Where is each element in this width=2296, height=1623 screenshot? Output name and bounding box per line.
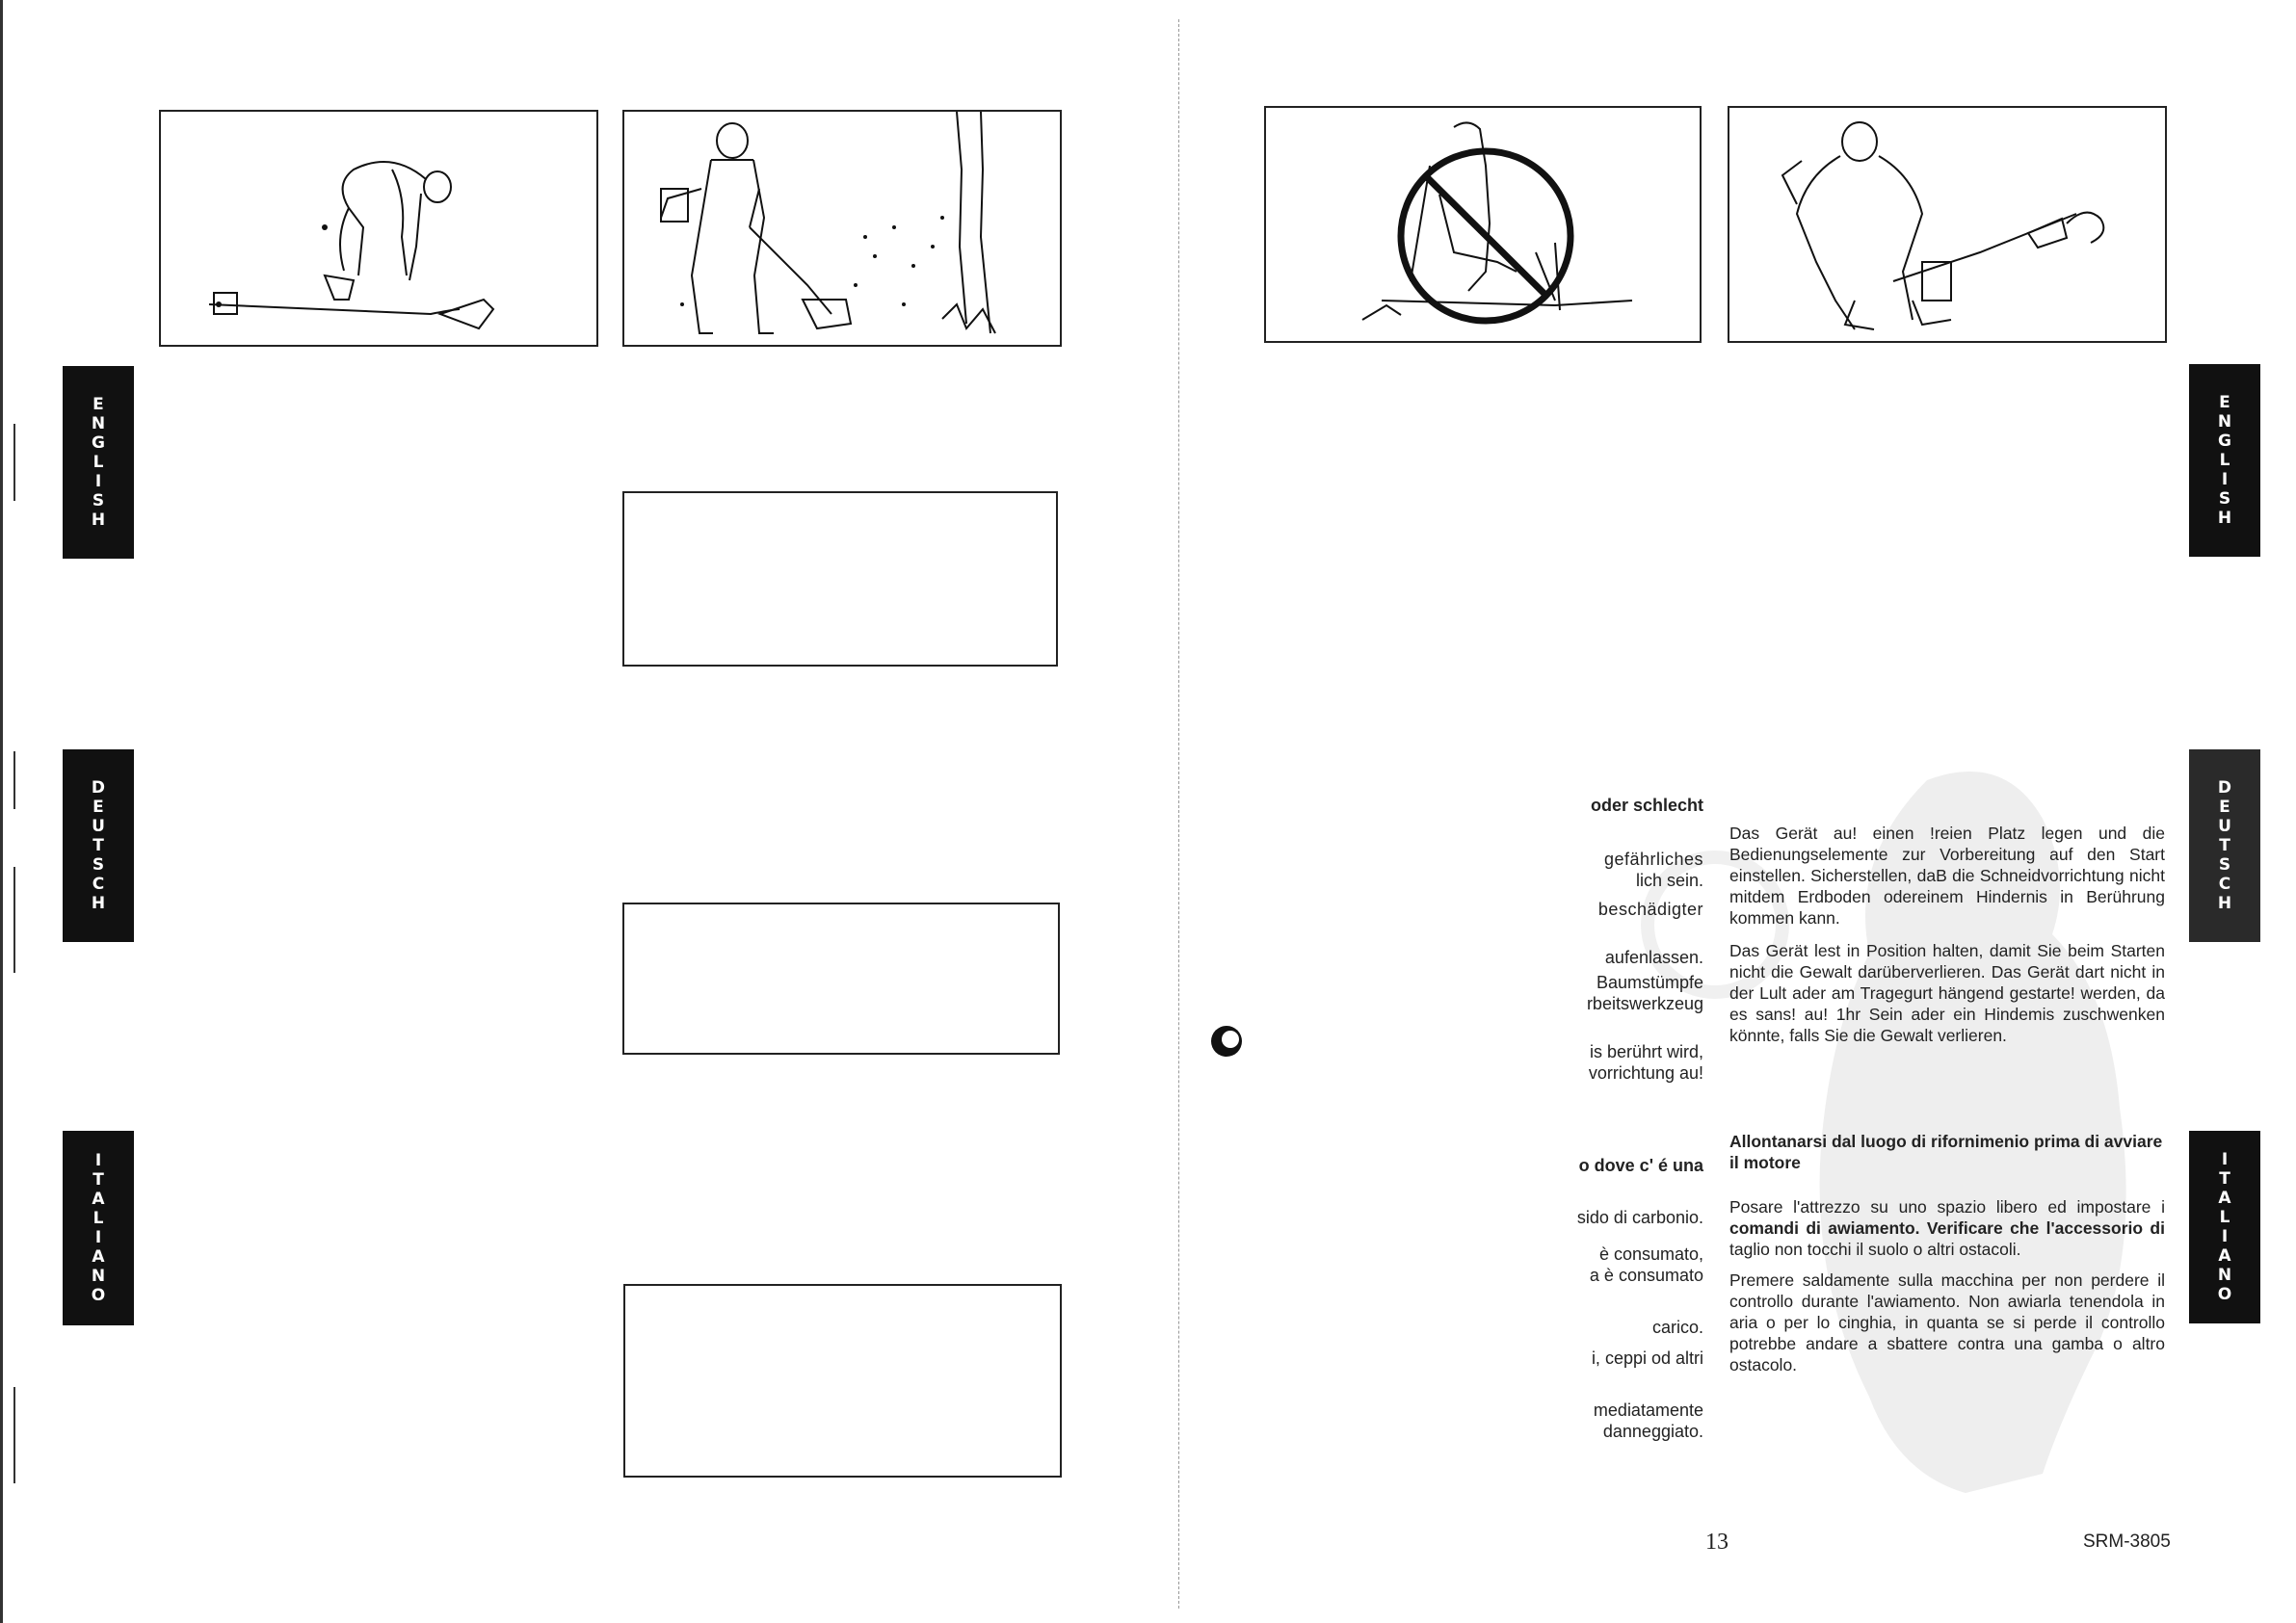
tab-letter: G <box>92 433 105 453</box>
tab-letter: L <box>2219 1208 2230 1227</box>
text-fragment: gefährliches <box>1603 850 1703 869</box>
scan-mark <box>13 867 15 973</box>
text-fragment: carico. <box>1651 1318 1703 1337</box>
tab-letter: D <box>2217 778 2232 798</box>
tab-letter: C <box>92 875 105 894</box>
text-fragment: i, ceppi od altri <box>1591 1348 1703 1368</box>
crescent-mark-icon <box>1210 1025 1243 1058</box>
model-number: SRM-3805 <box>2083 1531 2171 1552</box>
page-number: 13 <box>1705 1530 1729 1555</box>
scan-mark <box>13 1387 15 1483</box>
text-fragment: Baumstümpfe <box>1596 973 1703 992</box>
italiano-p1-end: taglio non tocchi il suolo o altri ostacoli. <box>1729 1240 2021 1259</box>
language-tab-deutsch-right[interactable] <box>2189 749 2260 942</box>
tab-letter: L <box>92 1209 104 1228</box>
tab-label <box>2218 1150 2231 1304</box>
text-fragment: vorrichtung au! <box>1588 1063 1703 1083</box>
text-fragment: is berührt wird, <box>1589 1042 1703 1061</box>
operator-starting-trimmer-illustration <box>1728 106 2167 343</box>
text-fragment: è consumato, <box>1598 1244 1703 1264</box>
page-gutter <box>1178 19 1180 1609</box>
tab-label <box>92 778 105 913</box>
tab-letter: U <box>92 817 105 836</box>
prohibited-start-illustration <box>1264 106 1702 343</box>
scan-mark <box>13 751 15 809</box>
text-fragment: a è consumato <box>1589 1266 1703 1285</box>
tab-letter: E <box>2219 798 2230 817</box>
language-tab-english-right[interactable] <box>2189 364 2260 557</box>
tab-letter: A <box>92 1247 105 1267</box>
tab-letter: G <box>2218 432 2231 451</box>
tab-letter: S <box>92 855 105 875</box>
tab-letter: T <box>92 1170 104 1190</box>
text-fragment: danneggiato. <box>1602 1422 1703 1441</box>
tab-label <box>2218 393 2231 528</box>
text-fragment: oder schlecht <box>1590 796 1703 815</box>
tab-letter: E <box>2219 393 2230 412</box>
tab-letter: U <box>2218 817 2231 836</box>
text-fragment: beschädigter <box>1597 900 1703 919</box>
tab-letter: E <box>92 395 104 414</box>
tab-letter: L <box>92 453 104 472</box>
tab-letter: C <box>2218 875 2231 894</box>
deutsch-paragraph-1: Das Gerät au! einen !reien Platz legen und die Bedienungselemente zur Vorbereitung auf den Start einstellen. Sicherstellen, daB die Schneidvorrichtung nicht mitdem Erdboden odereinem Hindernis in Berührung kommen kann. <box>1729 824 2165 928</box>
tab-letter: T <box>2219 1169 2230 1189</box>
tab-letter: A <box>2218 1189 2231 1208</box>
empty-figure-box <box>622 903 1060 1055</box>
language-tab-italiano-left[interactable] <box>63 1131 134 1325</box>
tab-letter: H <box>91 510 106 530</box>
italiano-fragment-column <box>1484 1152 1703 1451</box>
tab-label <box>92 1151 105 1305</box>
tab-letter: N <box>91 1267 106 1286</box>
text-fragment: lich sein. <box>1635 871 1703 890</box>
operator-trimming-near-tree-illustration <box>622 110 1062 347</box>
tab-letter: T <box>92 836 104 855</box>
text-fragment: rbeitswerkzeug <box>1586 994 1703 1013</box>
tab-letter: I <box>2221 1150 2229 1169</box>
tab-letter: N <box>91 414 106 433</box>
tab-letter: D <box>91 778 106 798</box>
tab-letter: H <box>2217 894 2232 913</box>
text-fragment: mediatamente <box>1593 1400 1703 1420</box>
tab-letter: L <box>2219 451 2230 470</box>
tab-letter: E <box>92 798 104 817</box>
tab-letter: N <box>2217 1266 2232 1285</box>
tab-letter: H <box>91 894 106 913</box>
tab-letter: S <box>2218 855 2231 875</box>
tab-letter: O <box>2217 1285 2232 1304</box>
deutsch-paragraph-2: Das Gerät lest in Position halten, damit Sie beim Starten nicht die Gewalt darüberverlieren. Das Gerät dart nicht in der Lult ader am Tragegurt hängend gestarte! werden, da es sans! au! 1hr Sein ader ein Hindemis zuschwenken könnte, falls Sie die Gewalt verlieren. <box>1729 941 2165 1045</box>
bending-operator-illustration <box>159 110 598 347</box>
scan-left-edge <box>0 0 3 1623</box>
language-tab-deutsch-left[interactable] <box>63 749 134 942</box>
language-tab-english-left[interactable] <box>63 366 134 559</box>
tab-label <box>92 395 105 530</box>
tab-letter: I <box>94 1151 102 1170</box>
tab-letter: S <box>2218 489 2231 509</box>
tab-letter: I <box>94 1228 102 1247</box>
text-fragment: o dove c' é una <box>1578 1156 1703 1175</box>
tab-letter: A <box>2218 1246 2231 1266</box>
tab-label <box>2218 778 2231 913</box>
italiano-paragraph-2: Premere saldamente sulla macchina per non perdere il controllo durante l'awiamento. Non awiarla tenendola in aria o per lo cinghia, in quanta se si perde il controllo potrebbe andare a sbattere contra una gamba o altro ostacolo. <box>1729 1270 2165 1374</box>
italiano-heading: Allontanarsi dal luogo di rifornimenio prima di avviare il motore <box>1729 1132 2163 1172</box>
italiano-paragraph-1 <box>1729 1196 2165 1260</box>
tab-letter: I <box>2221 1227 2229 1246</box>
language-tab-italiano-right[interactable] <box>2189 1131 2260 1323</box>
deutsch-fragment-column <box>1484 790 1703 1098</box>
tab-letter: I <box>2221 470 2229 489</box>
empty-figure-box <box>623 1284 1062 1478</box>
tab-letter: O <box>91 1286 106 1305</box>
tab-letter: T <box>2219 836 2230 855</box>
tab-letter: I <box>94 472 102 491</box>
italiano-p1-start: Posare l'attrezzo su uno spazio libero ed impostare i <box>1729 1197 2165 1217</box>
tab-letter: S <box>92 491 105 510</box>
text-fragment: aufenlassen. <box>1604 948 1703 967</box>
italiano-p1-bold: comandi di awiamento. Verificare che l'accessorio di <box>1729 1218 2165 1238</box>
tab-letter: N <box>2217 412 2232 432</box>
text-fragment: sido di carbonio. <box>1576 1208 1703 1227</box>
tab-letter: H <box>2217 509 2232 528</box>
scan-mark <box>13 424 15 501</box>
empty-figure-box <box>622 491 1058 667</box>
tab-letter: A <box>92 1190 105 1209</box>
